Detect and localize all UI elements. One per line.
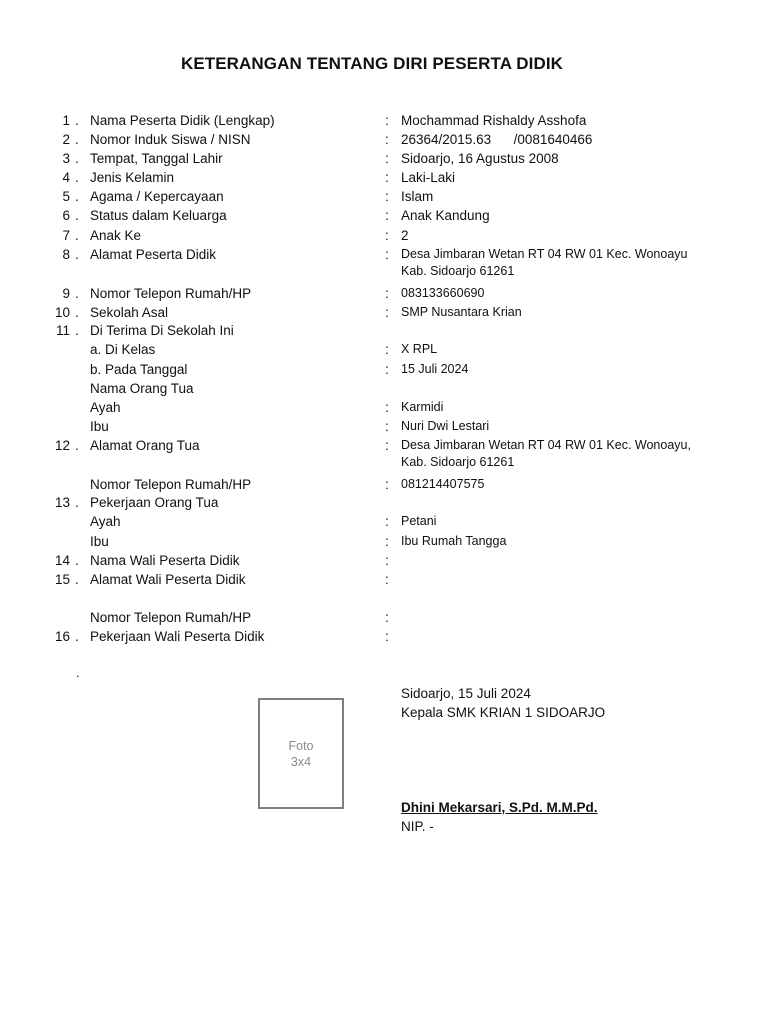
row-label: Pekerjaan Orang Tua xyxy=(90,495,219,510)
row-number-dot: . xyxy=(75,151,79,166)
stray-mark: . xyxy=(76,665,80,680)
row-label: Alamat Orang Tua xyxy=(90,438,200,453)
row-label: Sekolah Asal xyxy=(90,305,169,320)
page-title: KETERANGAN TENTANG DIRI PESERTA DIDIK xyxy=(180,54,564,73)
row-number: 9 xyxy=(62,286,70,301)
row-number-dot: . xyxy=(75,495,79,510)
row-number: 5 xyxy=(62,189,70,204)
row-value: 2 xyxy=(401,228,409,243)
row-label: Ibu xyxy=(90,534,109,549)
row-label: Agama / Kepercayaan xyxy=(90,189,224,204)
photo-placeholder xyxy=(258,698,344,809)
row-value: X RPL xyxy=(401,342,438,356)
signature-nip: NIP. - xyxy=(401,819,434,834)
table-row xyxy=(0,551,768,570)
row-value: Nuri Dwi Lestari xyxy=(401,419,490,433)
signature-position: Kepala SMK KRIAN 1 SIDOARJO xyxy=(401,705,606,720)
row-number: 6 xyxy=(62,208,70,223)
row-label: b. Pada Tanggal xyxy=(90,362,188,377)
row-number-dot: . xyxy=(75,323,79,338)
row-number-dot: . xyxy=(75,553,79,568)
row-number: 8 xyxy=(62,247,70,262)
table-row xyxy=(0,187,768,206)
row-label: Status dalam Keluarga xyxy=(90,208,227,223)
row-colon: : xyxy=(385,113,389,128)
row-value: Desa Jimbaran Wetan RT 04 RW 01 Kec. Wonoayu, xyxy=(401,438,691,452)
row-colon: : xyxy=(385,189,389,204)
row-label: Ibu xyxy=(90,419,109,434)
row-label: Jenis Kelamin xyxy=(90,170,175,185)
row-value: Mochammad Rishaldy Asshofa xyxy=(401,113,587,128)
row-colon: : xyxy=(385,132,389,147)
row-number: 12 xyxy=(54,438,70,453)
row-colon: : xyxy=(385,170,389,185)
table-row xyxy=(0,340,768,359)
row-number-dot: . xyxy=(75,132,79,147)
table-row xyxy=(0,532,768,551)
row-label: Ayah xyxy=(90,400,121,415)
row-number-dot: . xyxy=(75,438,79,453)
row-colon: : xyxy=(385,534,389,549)
table-row xyxy=(0,570,768,589)
row-label: Nomor Induk Siswa / NISN xyxy=(90,132,251,147)
row-number-dot: . xyxy=(75,572,79,587)
row-number: 13 xyxy=(54,495,70,510)
row-colon: : xyxy=(385,514,389,529)
row-number-dot: . xyxy=(75,629,79,644)
row-colon: : xyxy=(385,553,389,568)
row-value: SMP Nusantara Krian xyxy=(401,305,522,319)
table-row xyxy=(0,608,768,627)
table-row xyxy=(0,168,768,187)
row-number-dot: . xyxy=(75,247,79,262)
row-colon: : xyxy=(385,477,389,492)
table-row xyxy=(0,303,768,322)
photo-size: 3x4 xyxy=(290,754,312,769)
row-colon: : xyxy=(385,572,389,587)
row-colon: : xyxy=(385,208,389,223)
row-number: 16 xyxy=(54,629,70,644)
row-label: Nama Wali Peserta Didik xyxy=(90,553,240,568)
table-row xyxy=(0,284,768,303)
row-number-dot: . xyxy=(75,208,79,223)
row-label: Ayah xyxy=(90,514,121,529)
table-row xyxy=(0,436,768,469)
row-colon: : xyxy=(385,247,389,262)
row-label: Di Terima Di Sekolah Ini xyxy=(90,323,234,338)
row-number-dot: . xyxy=(75,113,79,128)
row-number: 7 xyxy=(62,228,70,243)
signature-name: Dhini Mekarsari, S.Pd. M.M.Pd. xyxy=(401,800,598,815)
table-row xyxy=(0,149,768,168)
row-value: 15 Juli 2024 xyxy=(401,362,469,376)
row-label: Alamat Wali Peserta Didik xyxy=(90,572,246,587)
table-row xyxy=(0,627,768,646)
row-number: 15 xyxy=(54,572,70,587)
row-colon: : xyxy=(385,629,389,644)
row-label: Nomor Telepon Rumah/HP xyxy=(90,286,252,301)
row-number-dot: . xyxy=(75,286,79,301)
row-label: Nama Peserta Didik (Lengkap) xyxy=(90,113,275,128)
table-row xyxy=(0,111,768,130)
row-colon: : xyxy=(385,438,389,453)
table-row xyxy=(0,130,768,149)
row-value: 083133660690 xyxy=(401,286,485,300)
table-row xyxy=(0,321,768,340)
row-colon: : xyxy=(385,610,389,625)
row-value: Petani xyxy=(401,514,437,528)
row-number-dot: . xyxy=(75,228,79,243)
row-value: Desa Jimbaran Wetan RT 04 RW 01 Kec. Wonoayu xyxy=(401,247,688,261)
row-value: Ibu Rumah Tangga xyxy=(401,534,507,548)
row-label: Alamat Peserta Didik xyxy=(90,247,217,262)
table-row xyxy=(0,417,768,436)
row-colon: : xyxy=(385,400,389,415)
row-colon: : xyxy=(385,362,389,377)
row-number: 4 xyxy=(62,170,70,185)
row-label: a. Di Kelas xyxy=(90,342,156,357)
row-number: 3 xyxy=(62,151,70,166)
row-value: 26364/2015.63 /0081640466 xyxy=(401,132,593,147)
table-row xyxy=(0,475,768,494)
row-value-line2: Kab. Sidoarjo 61261 xyxy=(401,455,515,469)
table-row xyxy=(0,493,768,512)
row-value: Sidoarjo, 16 Agustus 2008 xyxy=(401,151,559,166)
row-value: Anak Kandung xyxy=(401,208,490,223)
row-value: 081214407575 xyxy=(401,477,485,491)
row-number: 2 xyxy=(62,132,70,147)
table-row xyxy=(0,398,768,417)
row-number: 1 xyxy=(62,113,70,128)
row-colon: : xyxy=(385,228,389,243)
row-value: Islam xyxy=(401,189,434,204)
table-row xyxy=(0,245,768,278)
table-row xyxy=(0,512,768,531)
row-label: Anak Ke xyxy=(90,228,142,243)
row-number: 11 xyxy=(55,323,70,338)
row-value: Karmidi xyxy=(401,400,444,414)
row-number-dot: . xyxy=(75,170,79,185)
row-label: Nama Orang Tua xyxy=(90,381,194,396)
signature-place-date: Sidoarjo, 15 Juli 2024 xyxy=(401,686,531,701)
table-row xyxy=(0,379,768,398)
row-colon: : xyxy=(385,305,389,320)
row-number: 10 xyxy=(54,305,70,320)
table-row xyxy=(0,226,768,245)
row-colon: : xyxy=(385,419,389,434)
row-number-dot: . xyxy=(75,189,79,204)
row-label: Pekerjaan Wali Peserta Didik xyxy=(90,629,265,644)
row-colon: : xyxy=(385,151,389,166)
photo-label: Foto xyxy=(288,738,314,753)
row-number: 14 xyxy=(54,553,70,568)
row-colon: : xyxy=(385,286,389,301)
row-label: Nomor Telepon Rumah/HP xyxy=(90,477,252,492)
row-number-dot: . xyxy=(75,305,79,320)
row-value-line2: Kab. Sidoarjo 61261 xyxy=(401,264,515,278)
table-row xyxy=(0,360,768,379)
row-label: Tempat, Tanggal Lahir xyxy=(90,151,223,166)
table-row xyxy=(0,206,768,225)
row-label: Nomor Telepon Rumah/HP xyxy=(90,610,252,625)
row-value: Laki-Laki xyxy=(401,170,456,185)
row-colon: : xyxy=(385,342,389,357)
